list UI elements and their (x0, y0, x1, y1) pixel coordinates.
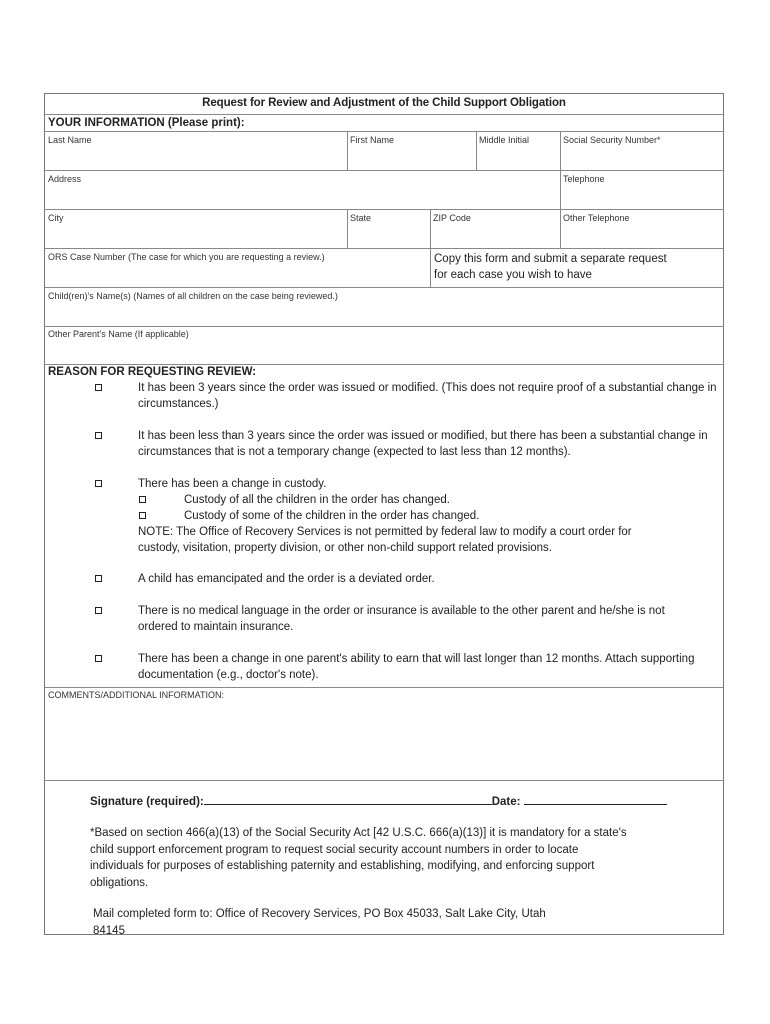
address-field[interactable]: Address (48, 174, 82, 184)
children-names-field[interactable]: Child(ren)'s Name(s) (Names of all children on the case being reviewed.) (48, 291, 338, 301)
middle-initial-field[interactable]: Middle Initial (479, 135, 530, 145)
divider (45, 131, 723, 132)
other-telephone-field[interactable]: Other Telephone (563, 213, 630, 223)
signature-line (90, 794, 667, 808)
custody-all-children-text: Custody of all the children in the order has changed. (184, 494, 450, 506)
reason-earning-ability-checkbox[interactable] (95, 655, 102, 662)
reason-medical-checkbox[interactable] (95, 607, 102, 614)
ssn-footnote: *Based on section 466(a)(13) of the Social Security Act [42 U.S.C. 666(a)(13)] it is mandatory for a state's child support enforcement program to request social security account numbers in order to locate individuals for purposes of establishing paternity and establishing, modifying, and enforcing support obligations. (90, 827, 627, 889)
city-field[interactable]: City (48, 213, 64, 223)
form-title: Request for Review and Adjustment of the Child Support Obligation (202, 97, 566, 109)
last-name-field[interactable]: Last Name (48, 135, 92, 145)
mail-to-address: Mail completed form to: Office of Recovery Services, PO Box 45033, Salt Lake City, Utah 84145 (93, 908, 546, 937)
reason-3-years-checkbox[interactable] (95, 384, 102, 391)
review-request-form (44, 93, 724, 935)
reason-substantial-change-checkbox[interactable] (95, 432, 102, 439)
comments-label: COMMENTS/ADDITIONAL INFORMATION: (48, 690, 225, 700)
divider (45, 114, 723, 115)
signature-field[interactable] (204, 794, 492, 805)
first-name-field[interactable]: First Name (350, 135, 395, 145)
reason-emancipated-checkbox[interactable] (95, 575, 102, 582)
reason-substantial-change-text: It has been less than 3 years since the order was issued or modified, but there has been a substantial change in circumstances that is not a temporary change (expected to last less than 12 months). (138, 430, 708, 458)
custody-some-children-checkbox[interactable] (139, 512, 146, 519)
reason-emancipated-text: A child has emancipated and the order is a deviated order. (138, 573, 435, 585)
telephone-field[interactable]: Telephone (563, 174, 605, 184)
your-information-heading: YOUR INFORMATION (Please print): (48, 117, 245, 129)
ors-case-number-field[interactable]: ORS Case Number (The case for which you are requesting a review.) (48, 252, 325, 262)
reason-custody-text: There has been a change in custody. (138, 478, 327, 490)
state-field[interactable]: State (350, 213, 372, 223)
copy-form-note: Copy this form and submit a separate request for each case you wish to have (434, 253, 667, 281)
reason-earning-ability-text: There has been a change in one parent's ability to earn that will last longer than 12 months. Attach supporting documentation (e.g., doctor's note). (138, 653, 695, 681)
reason-custody-checkbox[interactable] (95, 480, 102, 487)
other-parent-name-field[interactable]: Other Parent's Name (If applicable) (48, 329, 189, 339)
custody-all-children-checkbox[interactable] (139, 496, 146, 503)
zip-code-field[interactable]: ZIP Code (433, 213, 471, 223)
ssn-field[interactable]: Social Security Number* (563, 135, 661, 145)
signature-label: Signature (required): (90, 796, 204, 808)
custody-some-children-text: Custody of some of the children in the order has changed. (184, 510, 480, 522)
date-field[interactable] (524, 794, 667, 805)
custody-note: NOTE: The Office of Recovery Services is not permitted by federal law to modify a court order for custody, visitation, property division, or other non-child support related provisions. (138, 526, 632, 554)
reason-heading: REASON FOR REQUESTING REVIEW: (48, 366, 257, 378)
reason-medical-text: There is no medical language in the order or insurance is available to the other parent and he/she is not ordered to maintain insurance. (138, 605, 665, 633)
date-label: Date: (491, 796, 521, 808)
reason-3-years-text: It has been 3 years since the order was issued or modified. (This does not require proof of a substantial change in circumstances.) (138, 382, 717, 410)
